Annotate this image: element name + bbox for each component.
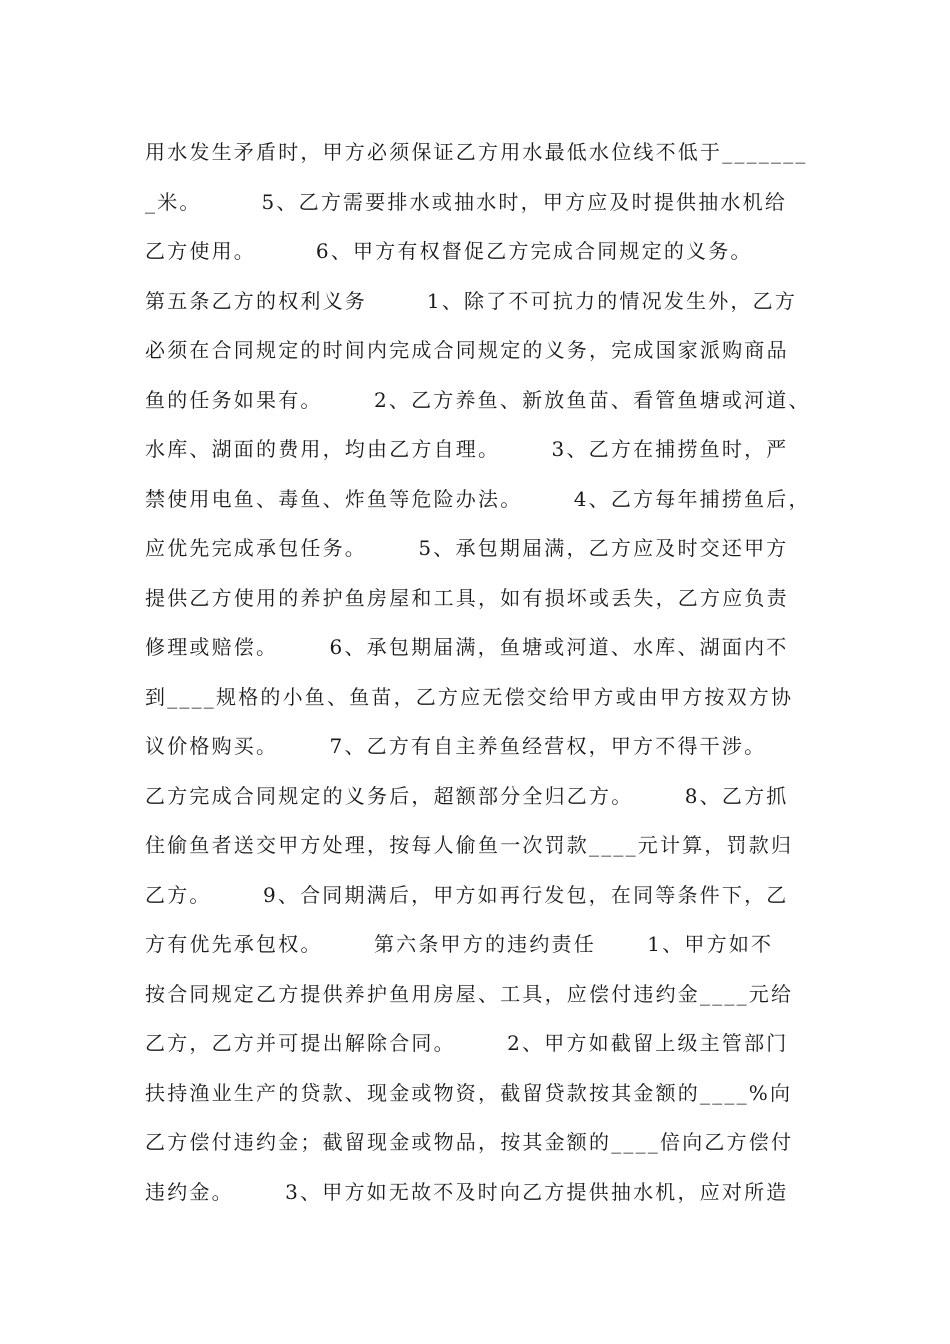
text-line-2: _米。 5、乙方需要排水或抽水时，甲方应及时提供抽水机给: [145, 189, 788, 214]
text-line-6: 鱼的任务如果有。 2、乙方养鱼、新放鱼苗、看管鱼塘或河道、: [145, 387, 811, 412]
text-line-18: 按合同规定乙方提供养护鱼用房屋、工具，应偿付违约金____元给: [145, 981, 794, 1006]
text-line-9: 应优先完成承包任务。 5、承包期届满，乙方应及时交还甲方: [145, 536, 789, 560]
text-line-4: 第五条乙方的权利义务 1、除了不可抗力的情况发生外，乙方: [145, 288, 798, 313]
text-line-16: 乙方。 9、合同期满后，甲方如再行发包，在同等条件下，乙: [145, 882, 789, 907]
text-line-11: 修理或赔偿。 6、承包期届满，鱼塘或河道、水库、湖面内不: [145, 635, 789, 659]
text-line-10: 提供乙方使用的养护鱼房屋和工具，如有损坏或丢失，乙方应负责: [145, 585, 789, 610]
text-line-20: 扶持渔业生产的贷款、现金或物资，截留贷款按其金额的____%向: [145, 1080, 793, 1105]
text-line-12: 到____规格的小鱼、鱼苗，乙方应无偿交给甲方或由甲方按双方协: [145, 684, 794, 709]
contract-body: [145, 128, 825, 1217]
text-line-17: 方有优先承包权。 第六条甲方的违约责任 1、甲方如不: [145, 932, 774, 956]
text-line-1: 用水发生矛盾时，甲方必须保证乙方用水最低水位线不低于_______: [145, 140, 808, 164]
text-line-3: 乙方使用。 6、甲方有权督促乙方完成合同规定的义务。: [145, 239, 753, 263]
text-line-14: 乙方完成合同规定的义务后，超额部分全归乙方。 8、乙方抓: [145, 783, 789, 808]
text-line-21: 乙方偿付违约金；截留现金或物品，按其金额的____倍向乙方偿付: [145, 1130, 794, 1154]
text-line-8: 禁使用电鱼、毒鱼、炸鱼等危险办法。 4、乙方每年捕捞鱼后，: [145, 486, 811, 511]
text-line-19: 乙方，乙方并可提出解除合同。 2、甲方如截留上级主管部门: [145, 1031, 789, 1055]
text-line-13: 议价格购买。 7、乙方有自主养鱼经营权，甲方不得干涉。: [145, 734, 767, 758]
text-line-7: 水库、湖面的费用，均由乙方自理。 3、乙方在捕捞鱼时，严: [145, 437, 789, 461]
text-line-5: 必须在合同规定的时间内完成合同规定的义务，完成国家派购商品: [145, 338, 789, 362]
text-line-22: 违约金。 3、甲方如无故不及时向乙方提供抽水机，应对所造: [145, 1179, 789, 1204]
text-line-15: 住偷鱼者送交甲方处理，按每人偷鱼一次罚款____元计算，罚款归: [145, 833, 794, 857]
